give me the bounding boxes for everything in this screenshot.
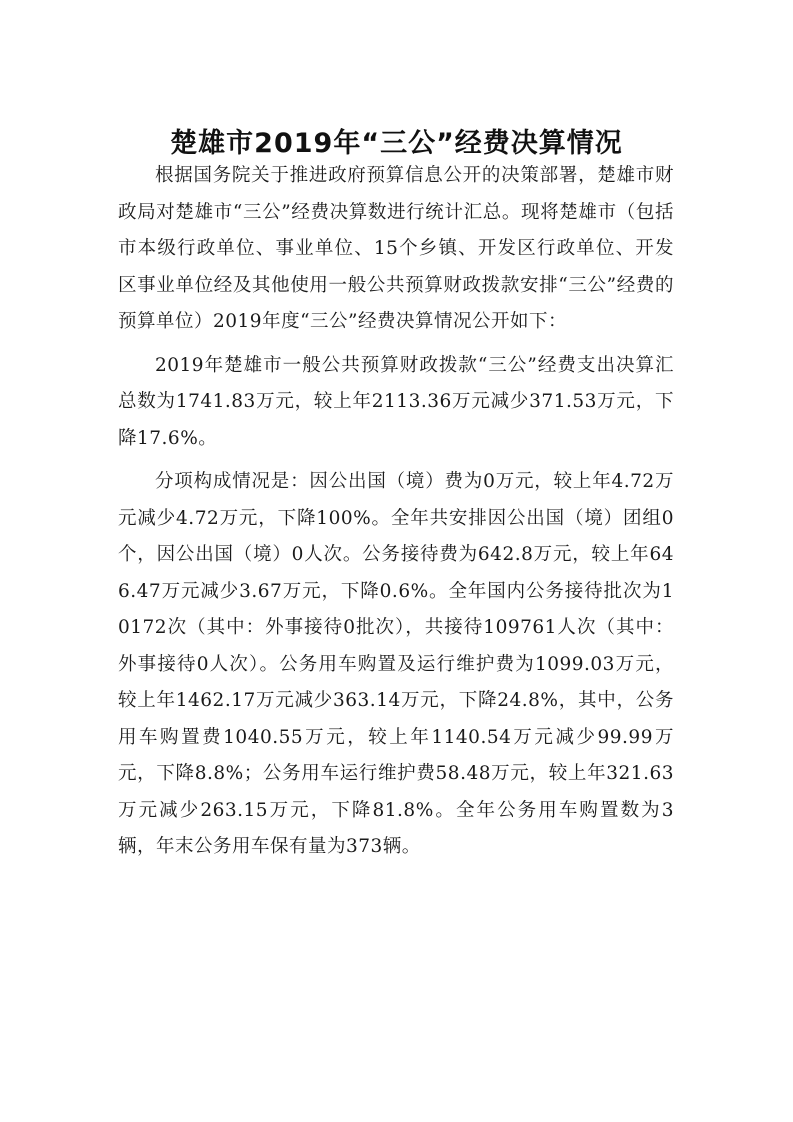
paragraph-breakdown: 分项构成情况是：因公出国（境）费为0万元，较上年4.72万元减少4.72万元，下降100%。全年共安排因公出国（境）团组0个，因公出国（境）0人次。公务接待费为642.8万元，较上年646.47万元减少3.67万元，下降0.6%。全年国内公务接待批次为10172次（其中：外事接待0批次），共接待109761人次（其中：外事接待0人次）。公务用车购置及运行维护费为1099.03万元，较上年1462.17万元减少363.14万元，下降24.8%，其中，公务用车购置费1040.55万元，较上年1140.54万元减少99.99万元，下降8.8%；公务用车运行维护费58.48万元，较上年321.63万元减少263.15万元，下降81.8%。全年公务用车购置数为3辆，年末公务用车保有量为373辆。 [118,471,674,857]
paragraph-intro: 根据国务院关于推进政府预算信息公开的决策部署，楚雄市财政局对楚雄市“三公”经费决算数进行统计汇总。现将楚雄市（包括市本级行政单位、事业单位、15个乡镇、开发区行政单位、开发区事业单位经及其他使用一般公共预算财政拨款安排“三公”经费的预算单位）2019年度“三公”经费决算情况公开如下： [118,165,674,332]
document-body [118,158,674,866]
document-title: 楚雄市2019年“三公”经费决算情况 [170,128,623,160]
paragraph-total: 2019年楚雄市一般公共预算财政拨款“三公”经费支出决算汇总数为1741.83万元，较上年2113.36万元减少371.53万元，下降17.6%。 [118,354,674,449]
